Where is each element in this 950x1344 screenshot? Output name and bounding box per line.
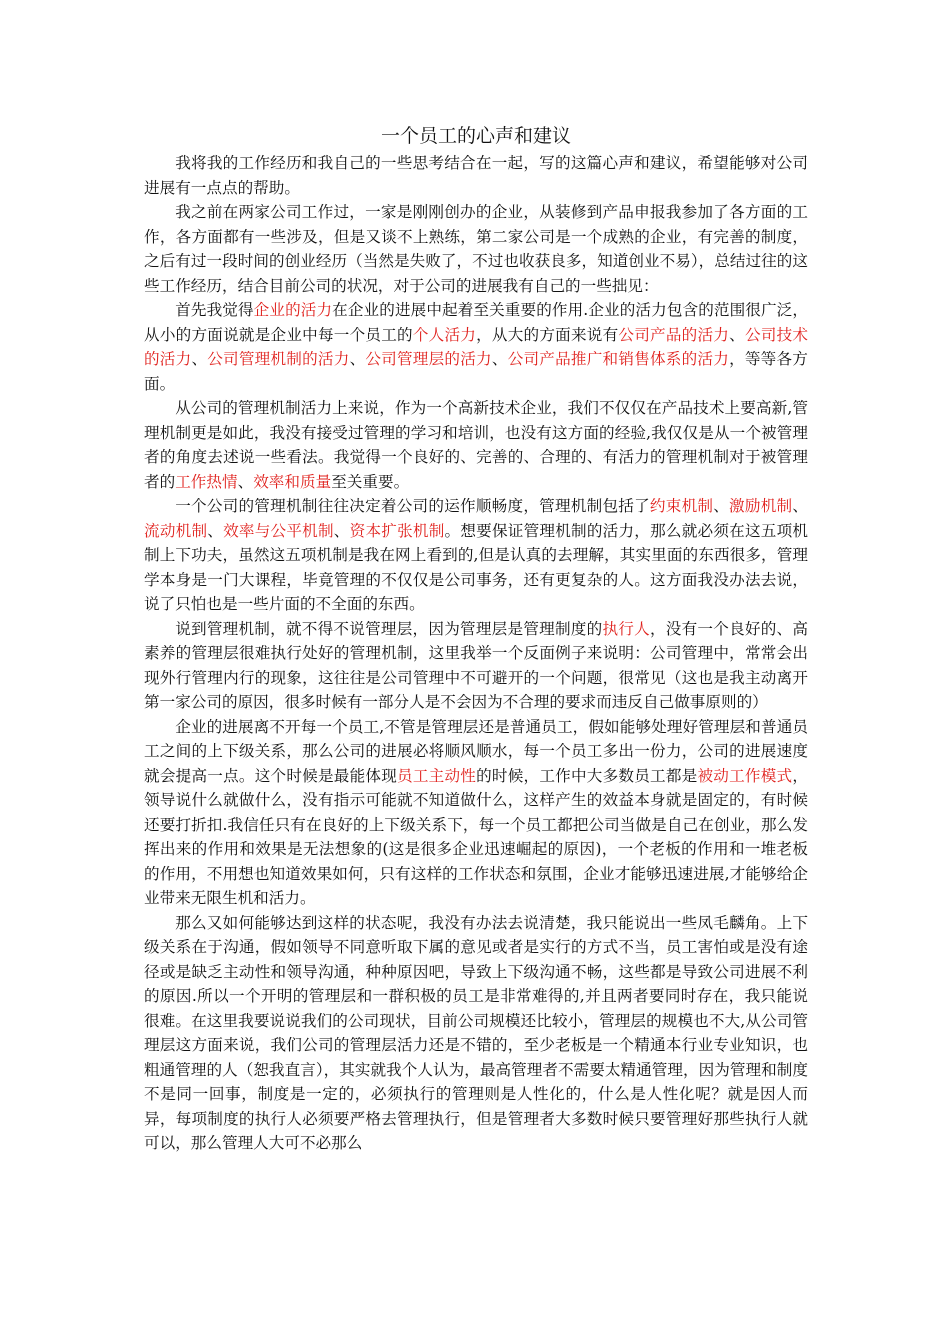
- text-run: 企业的进展离不开每一个员工,不管是管理层还是普通员工，假如能够处理好管理层和普通员工之间的上下级关系，那么公司的进展必将顺风顺水，每一个员工多出一份力，公司的进展速度就会提高一点。这个时候是最能体现: [144, 717, 808, 785]
- text-run: 在企业的进展中起着至关重要的作用.企业的活力包含的范围很广泛，从小的方面说就是企业中每一个员工的: [144, 301, 808, 344]
- document-title: 一个员工的心声和建议: [380, 125, 571, 147]
- text-run: 说到管理机制，就不得不说管理层，因为管理层是管理制度的: [175, 619, 603, 638]
- paragraph: [144, 151, 808, 200]
- text-run: 、: [207, 521, 224, 540]
- paragraph: [144, 494, 808, 617]
- text-run: 一个公司的管理机制往往决定着公司的运作顺畅度，管理机制包括了: [175, 497, 650, 515]
- paragraph: [144, 396, 808, 494]
- highlighted-phrase: 企业的活力: [253, 301, 333, 319]
- text-run: 我将我的工作经历和我自己的一些思考结合在一起，写的这篇心声和建议，希望能够对公司进展有一点点的帮助。: [144, 154, 808, 197]
- highlighted-phrase: 效率与公平机制: [223, 521, 334, 540]
- highlighted-phrase: 被动工作模式: [697, 766, 793, 785]
- text-run: 、: [491, 350, 508, 368]
- text-run: 那么又如何能够达到这样的状态呢，我没有办法去说清楚，我只能说出一些凤毛麟角。上下级关系在于沟通，假如领导不同意听取下属的意见或者是实行的方式不当，员工害怕或是没有途径或是缺乏主动性和领导沟通，种种原因吧，导致上下级沟通不畅，这些都是导致公司进展不利的原因.所以一个开明的管理层和一群积极的员工是非常难得的,并且两者要同时存在，我只能说很难。在这里我要说说我们的公司现状，目前公司规模还比较小，管理层的规模也不大,从公司管理层这方面来说，我们公司的管理层活力还是不错的，至少老板是一个精通本行业专业知识，也粗通管理的人（恕我直言），其实就我个人认为，最高管理者不需要太精通管理，因为管理和制度不是同一回事，制度是一定的，必须执行的管理则是人性化的，什么是人性化呢？就是因人而异，每项制度的执行人必须要严格去管理执行，但是管理者大多数时候只要管理好那些执行人就可以，那么管理人大可不必那么: [144, 913, 808, 1152]
- text-run: 、: [191, 350, 208, 368]
- text-run: 的时候，工作中大多数员工都是: [476, 766, 698, 785]
- highlighted-phrase: 资本扩张机制: [349, 521, 445, 540]
- document-body: [144, 151, 808, 1156]
- highlighted-phrase: 工作热情: [175, 472, 238, 491]
- highlighted-phrase: 公司技术的活力: [144, 325, 808, 368]
- text-run: 、: [713, 497, 730, 515]
- text-run: 从公司的管理机制活力上来说，作为一个高新技术企业，我们不仅仅在产品技术上要高新,管理机制更是如此，我没有接受过管理的学习和培训，也没有这方面的经验,我仅仅是从一个被管理者的角度去述说一些看法。我觉得一个良好的、完善的、合理的、有活力的管理机制对于被管理者的: [144, 399, 808, 491]
- text-run: ，从大的方面来说有: [476, 325, 619, 344]
- text-run: 我之前在两家公司工作过，一家是刚刚创办的企业，从装修到产品申报我参加了各方面的工作，各方面都有一些涉及，但是又谈不上熟练，第二家公司是一个成熟的企业，有完善的制度，之后有过一段时间的创业经历（当然是失败了，不过也收获良多，知道创业不易），总结过往的这些工作经历，结合目前公司的状况，对于公司的进展我有自己的一些拙见：: [144, 203, 808, 295]
- document-page: [144, 122, 808, 1156]
- highlighted-phrase: 效率和质量: [253, 472, 332, 491]
- text-run: ，领导说什么就做什么，没有指示可能就不知道做什么，这样产生的效益本身就是固定的，有时候还要打折扣.我信任只有在良好的上下级关系下，每一个员工都把公司当做是自己在创业，那么发挥出来的作用和效果是无法想象的(这是很多企业迅速崛起的原因)，一个老板的作用和一堆老板的作用，不用想也知道效果如何，只有这样的工作状态和氛围，企业才能够迅速进展,才能够给企业带来无限生机和活力。: [144, 766, 808, 907]
- paragraph: [144, 298, 808, 396]
- highlighted-phrase: 公司管理机制的活力: [207, 350, 350, 368]
- paragraph: [144, 617, 808, 715]
- highlighted-phrase: 激励机制: [729, 497, 793, 515]
- text-run: 、: [349, 350, 366, 368]
- text-run: 至关重要。: [331, 472, 410, 491]
- highlighted-phrase: 约束机制: [649, 497, 714, 515]
- text-run: 、: [792, 497, 808, 515]
- highlighted-phrase: 流动机制: [144, 521, 208, 540]
- text-run: 、: [729, 325, 745, 344]
- paragraph: [144, 200, 808, 298]
- highlighted-phrase: 公司产品推广和销售体系的活力: [507, 350, 730, 368]
- highlighted-phrase: 执行人: [602, 619, 650, 638]
- text-run: ，等等各方面。: [144, 350, 808, 393]
- text-run: 首先我觉得: [175, 301, 254, 319]
- highlighted-phrase: 员工主动性: [397, 766, 477, 785]
- paragraph: [144, 715, 808, 911]
- text-run: 、: [333, 521, 350, 540]
- highlighted-phrase: 公司产品的活力: [618, 325, 730, 344]
- text-run: ，没有一个良好的、高素养的管理层很难执行处好的管理机制，这里我举一个反面例子来说明：公司管理中，常常会出现外行管理内行的现象，这往往是公司管理中不可避开的一个问题，很常见（这也是我主动离开第一家公司的原因，很多时候有一部分人是不会因为不合理的要求而违反自己做事原则的）: [144, 619, 808, 711]
- highlighted-phrase: 公司管理层的活力: [365, 350, 492, 368]
- text-run: 。想要保证管理机制的活力，那么就必须在这五项机制上下功夫，虽然这五项机制是我在网上看到的,但是认真的去理解，其实里面的东西很多，管理学本身是一门大课程，毕竟管理的不仅仅是公司事务，还有更复杂的人。这方面我没办法去说，说了只怕也是一些片面的不全面的东西。: [144, 521, 808, 613]
- text-run: 、: [237, 472, 254, 491]
- highlighted-phrase: 个人活力: [412, 325, 477, 344]
- paragraph: [144, 911, 808, 1156]
